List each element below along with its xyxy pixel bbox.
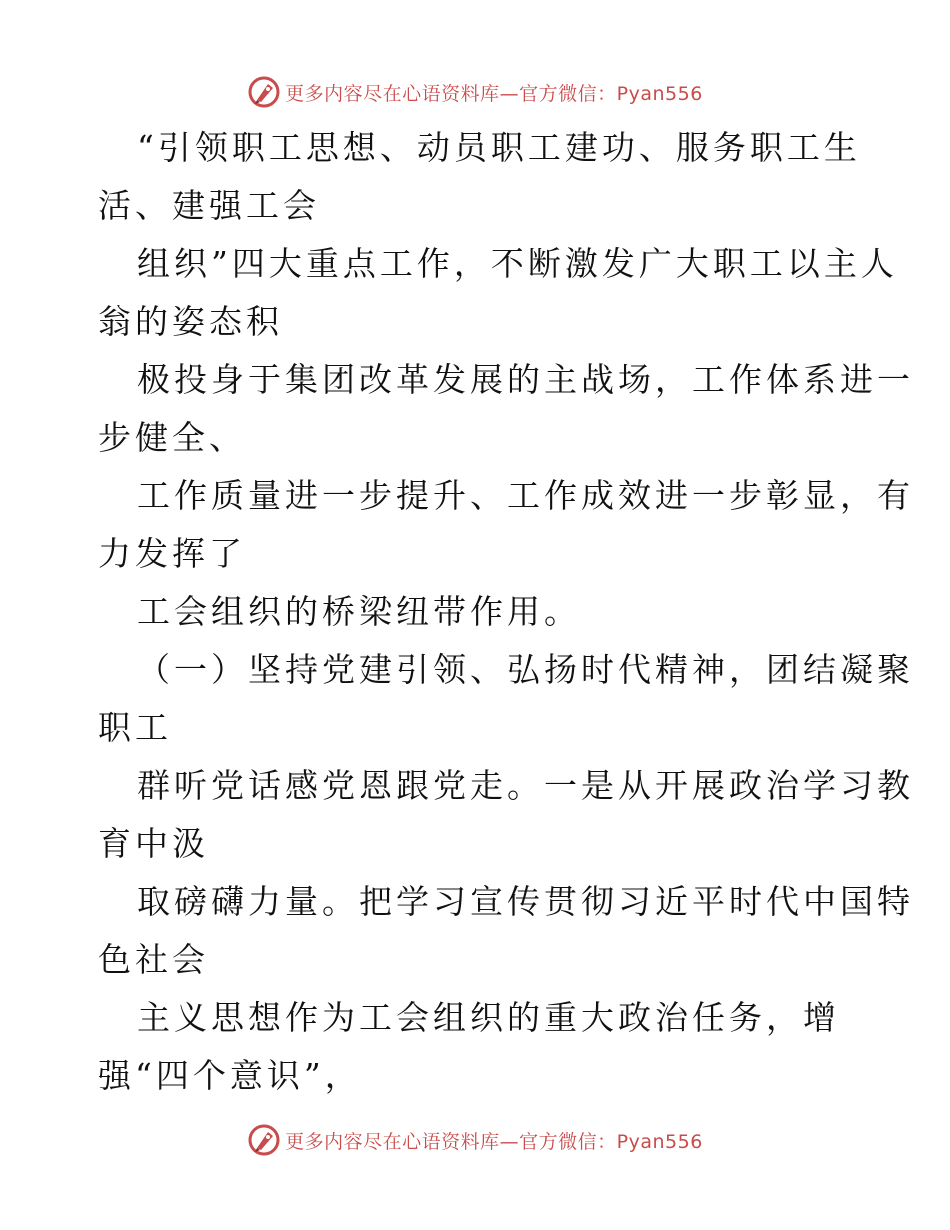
text-line: 组织”四大重点工作，不断激发广大职工以主人 xyxy=(137,244,898,283)
text-line: 步健全、 xyxy=(98,418,246,457)
text-line: 工作质量进一步提升、工作成效进一步彰显，有 xyxy=(137,476,914,515)
text-line: 翁的姿态积 xyxy=(98,302,283,341)
pen-nib-logo-icon xyxy=(247,75,281,109)
text-line: “引领职工思想、动员职工建功、服务职工生 xyxy=(137,128,861,167)
pen-nib-logo-icon xyxy=(247,1123,281,1157)
document-body xyxy=(0,118,950,1118)
text-line: 主义思想作为工会组织的重大政治任务，增 xyxy=(137,998,840,1037)
text-line: 活、建强工会 xyxy=(98,186,320,225)
text-line: 极投身于集团改革发展的主战场，工作体系进一 xyxy=(137,360,914,399)
text-line: 职工 xyxy=(98,708,172,747)
text-line: （一）坚持党建引领、弘扬时代精神，团结凝聚 xyxy=(137,650,914,689)
header-watermark-banner xyxy=(0,72,950,112)
text-line: 力发挥了 xyxy=(98,534,246,573)
text-line: 群听党话感党恩跟党走。一是从开展政治学习教 xyxy=(137,766,914,805)
text-line: 工会组织的桥梁纽带作用。 xyxy=(137,592,581,631)
watermark-text: 更多内容尽在心语资料库—官方微信：Pyan556 xyxy=(285,82,703,105)
footer-watermark-banner xyxy=(0,1120,950,1160)
watermark-text: 更多内容尽在心语资料库—官方微信：Pyan556 xyxy=(285,1130,703,1153)
text-line: 育中汲 xyxy=(98,824,209,863)
text-line: 色社会 xyxy=(98,940,209,979)
text-line: 取磅礴力量。把学习宣传贯彻习近平时代中国特 xyxy=(137,882,914,921)
text-line: 强“四个意识”， xyxy=(98,1056,362,1095)
